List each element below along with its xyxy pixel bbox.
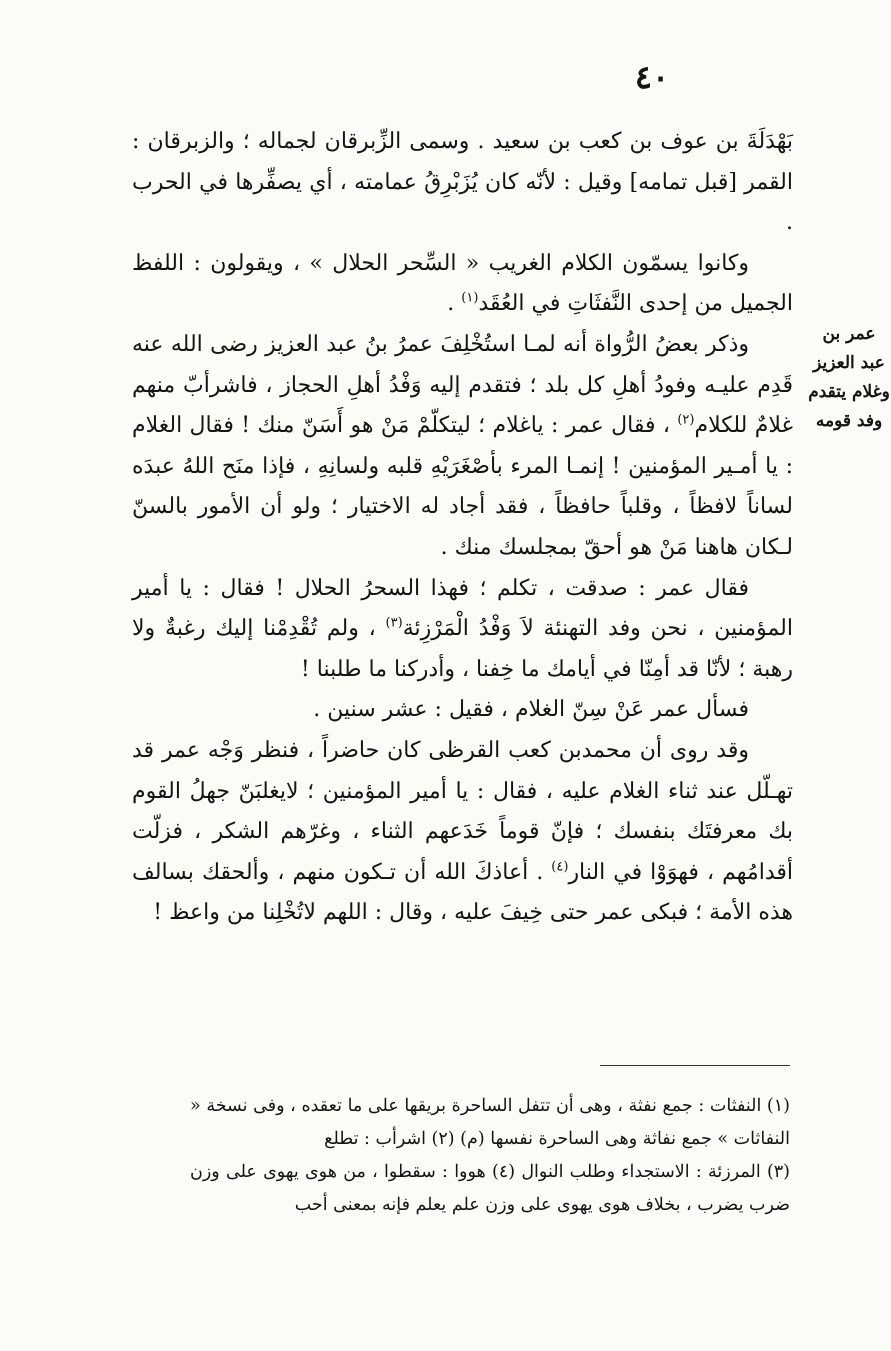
footnotes <box>190 1090 790 1222</box>
footnote-marker: (١) <box>461 291 479 307</box>
paragraph <box>132 244 793 325</box>
paragraph <box>132 690 793 731</box>
margin-note-line: عبد العزيز <box>813 353 885 373</box>
margin-note <box>808 320 890 436</box>
paragraph <box>132 325 793 569</box>
footnote-marker: (٣) <box>385 615 403 631</box>
footnote-marker: (٢) <box>677 412 695 428</box>
paragraph-text: فقال عمر : صدقت ، تكلم ؛ فهذا السحرُ الحلال ! فقال : يا أمير المؤمنين ، نحن وفد التهنئة لاَ وَفْدُ الْمَرْزِئة <box>132 575 793 642</box>
paragraph-text: وكانوا يسمّون الكلام الغريب « السِّحر الحلال » ، ويقولون : اللفظ الجميل من إحدى النَّفثَاتِ في العُقَد <box>132 250 793 317</box>
paragraph-text: ، ولم تُقْدِمْنا إليك رغبةٌ ولا رهبة ؛ لأنّا قد أمِنّا في أيامك ما خِفنا ، وأدركنا ما طلبنا ! <box>132 616 793 682</box>
paragraph-text: . <box>447 291 462 317</box>
margin-note-line: عمر بن <box>822 324 876 344</box>
paragraph-text: بَهْدَلَةَ بن عوف بن كعب بن سعيد . وسمى الزِّبرقان لجماله ؛ والزبرقان : القمر [قبل تمامه] وقيل : لأنّه كان يُزَبْرِقُ عمامته ، أي يصفِّرها في الحرب . <box>132 129 793 236</box>
page-number: ٤٠ <box>634 58 670 96</box>
main-text <box>132 122 793 934</box>
footnote-divider <box>600 1065 790 1066</box>
margin-note-line: وفد قومه <box>815 411 883 431</box>
paragraph <box>132 569 793 691</box>
paragraph <box>132 122 793 244</box>
margin-note-line: وغلام يتقدم <box>808 382 890 402</box>
footnote: (١) النفثات : جمع نفثة ، وهى أن تتفل الساحرة بريقها على ما تعقده ، وفى نسخة « النفاثات » جمع نفاثة وهى الساحرة نفسها (م) (٢) اشرأب : تطلع <box>190 1096 790 1149</box>
paragraph <box>132 731 793 934</box>
footnote-marker: (٤) <box>551 859 569 875</box>
paragraph-text: وذكر بعضُ الرُّواة أنه لمـا استُخْلِفَ عمرُ بنُ عبد العزيز رضى الله عنه قَدِم عليـه وفودُ أهلِ كل بلد ؛ فتقدم إليه وَفْدُ أهلِ الحجاز ، فاشرأبّ منهم غلامٌ للكلام <box>132 331 793 439</box>
paragraph-text: . أعاذكَ الله أن تـكون منهم ، وألحقك بسالف هذه الأمة ؛ فبكى عمر حتى خِيفَ عليه ، وقال : اللهم لاتُخْلِنا من واعظ ! <box>132 859 793 926</box>
paragraph-text: فسأل عمر عَنْ سِنّ الغلام ، فقيل : عشر سنين . <box>313 697 749 723</box>
footnote: (٣) المرزئة : الاستجداء وطلب النوال (٤) هووا : سقطوا ، من هوى يهوى على وزن ضرب يضرب ، بخلاف هوى يهوى على وزن علم يعلم فإنه بمعنى أحب <box>190 1162 790 1215</box>
paragraph-text: ، فقال عمر : ياغلام ؛ ليتكلّمْ مَنْ هو أَسَنّ منك ! فقال الغلام : يا أمـير المؤمنين ! إنمـا المرء بأصْغَرَيْهِ قلبه ولسانِهِ ، فإذا منَح اللهُ عبدَه لساناً لافظاً ، وقلباً حافظاً ، فقد أجاد له الاختيار ؛ ولو أن الأمور بالسنّ لـكان هاهنا مَنْ هو أحقّ بمجلسك منك . <box>132 413 793 560</box>
paragraph-text: وقد روى أن محمدبن كعب القرظى كان حاضراً ، فنظر وَجْه عمر قد تهـلّل عند ثناء الغلام عليه ، فقال : يا أمير المؤمنين ؛ لايغلبَنّ جهلُ القوم بك معرفتَك بنفسك ؛ فإنّ قوماً خَدَعهم الثناء ، وغرّهم الشكر ، فزلّت أقدامُهم ، فهوَوْا في النار <box>132 737 794 885</box>
